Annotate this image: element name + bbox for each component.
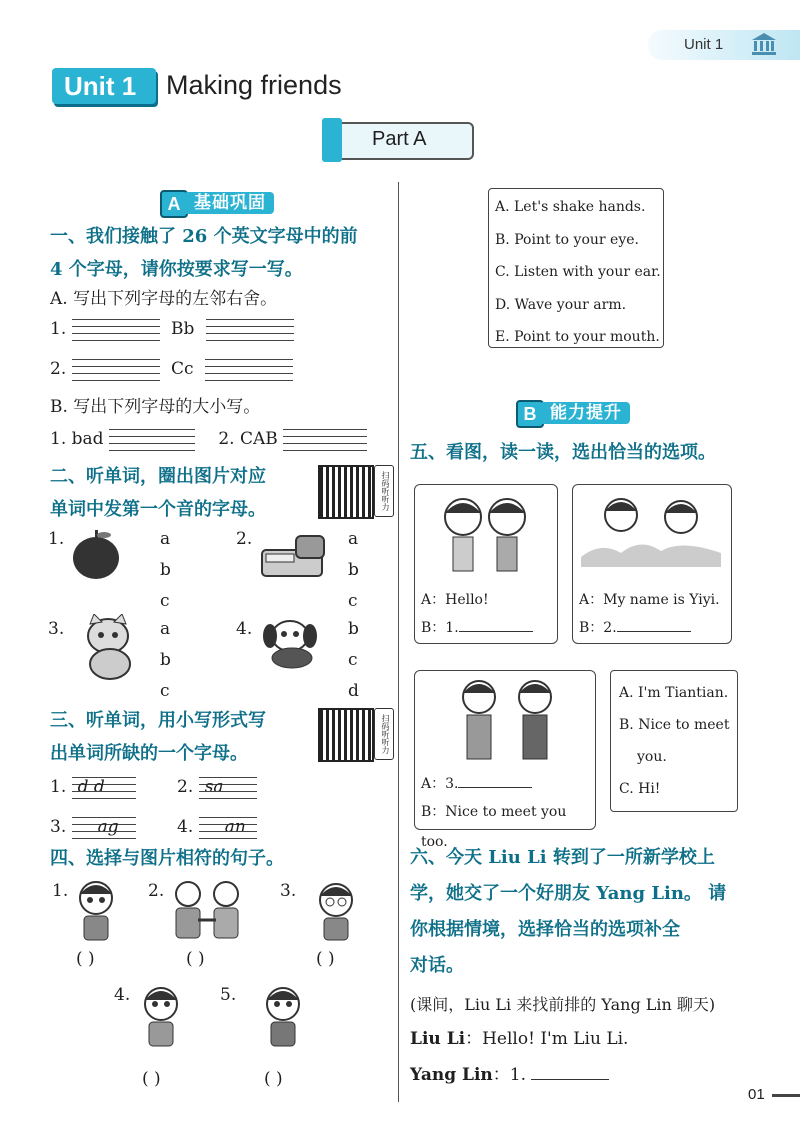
writing-line[interactable] bbox=[72, 359, 160, 381]
dialog-line-a: A：Hello! bbox=[421, 592, 489, 608]
boy-waving-picture bbox=[74, 878, 122, 942]
writing-line[interactable] bbox=[199, 817, 257, 839]
section-a-header bbox=[160, 190, 290, 216]
q1a-item-1 bbox=[50, 314, 380, 344]
option-c: C. Hi! bbox=[619, 781, 661, 797]
question-2-line2: 单词中发第一个音的字母。 bbox=[50, 499, 266, 520]
bed-picture bbox=[258, 530, 328, 582]
options-3 bbox=[160, 614, 171, 707]
option-letter[interactable]: b bbox=[160, 560, 171, 580]
item-number: 2. bbox=[148, 881, 165, 901]
unit-badge bbox=[52, 68, 156, 104]
writing-line[interactable] bbox=[72, 777, 136, 799]
item-number: 4. bbox=[177, 817, 194, 837]
writing-line[interactable] bbox=[206, 319, 294, 341]
boy-pointing-eye-picture bbox=[312, 878, 360, 942]
writing-line[interactable] bbox=[109, 429, 195, 451]
item-number: 2. bbox=[236, 529, 253, 549]
girls-outdoors-picture bbox=[581, 491, 721, 575]
dialog-picture-1 bbox=[414, 484, 558, 644]
options-4 bbox=[348, 614, 359, 707]
q3-row-1 bbox=[50, 772, 370, 802]
handwritten-letters: ag bbox=[97, 816, 119, 837]
apple-picture bbox=[70, 526, 122, 580]
question-1-line1: 一、我们接触了 26 个英文字母中的前 bbox=[50, 226, 358, 247]
unit-tab bbox=[648, 30, 800, 60]
unit-badge-label: Unit 1 bbox=[64, 71, 137, 101]
boys-greeting-picture bbox=[447, 675, 567, 763]
option-a: A. Let's shake hands. bbox=[495, 199, 646, 215]
question-1b-instruction: B. 写出下列字母的大小写。 bbox=[50, 397, 261, 417]
question-4: 四、选择与图片相符的句子。 bbox=[50, 848, 284, 869]
dialog-picture-3 bbox=[414, 670, 596, 850]
answer-bracket[interactable]: ( ) bbox=[142, 1069, 161, 1089]
cat-picture bbox=[74, 614, 144, 682]
given-word: CAB bbox=[240, 429, 278, 449]
answer-blank[interactable] bbox=[617, 615, 691, 632]
item-number: 5. bbox=[220, 985, 237, 1005]
given-letter: Cc bbox=[171, 359, 194, 379]
section-b-letter: B bbox=[516, 400, 544, 428]
given-letter: Bb bbox=[171, 319, 195, 339]
page-number: 01 bbox=[748, 1086, 765, 1103]
dialog-line-b bbox=[579, 613, 691, 643]
qr-code-icon[interactable] bbox=[318, 708, 374, 762]
question-3-line1: 三、听单词，用小写形式写 bbox=[50, 710, 266, 731]
question-6-line: 六、今天 Liu Li 转到了一所新学校上 bbox=[410, 847, 715, 868]
answer-blank[interactable] bbox=[459, 615, 533, 632]
option-b: B. Nice to meet bbox=[619, 717, 730, 733]
qr-listen-tag: 扫码听听力 bbox=[374, 708, 394, 760]
handwritten-letters: d d bbox=[77, 776, 105, 797]
dog-picture bbox=[258, 614, 324, 670]
dialog-line-a: A：My name is Yiyi. bbox=[579, 592, 720, 608]
question-6-line: 你根据情境，选择恰当的选项补全 bbox=[410, 919, 680, 940]
temple-icon bbox=[750, 32, 778, 56]
question-5: 五、看图，读一读，选出恰当的选项。 bbox=[410, 442, 716, 463]
qr-code-icon[interactable] bbox=[318, 465, 374, 519]
answer-options-list bbox=[619, 677, 729, 805]
handwritten-letters: an bbox=[224, 816, 246, 837]
writing-line[interactable] bbox=[205, 359, 293, 381]
item-number: 3. bbox=[50, 817, 67, 837]
option-b-continued: you. bbox=[637, 749, 667, 765]
option-d: D. Wave your arm. bbox=[495, 296, 627, 313]
option-letter[interactable]: c bbox=[348, 591, 358, 611]
question-6-context: (课间，Liu Li 来找前排的 Yang Lin 聊天) bbox=[410, 995, 716, 1014]
option-a: A. I'm Tiantian. bbox=[619, 685, 729, 701]
q1b-items bbox=[50, 424, 390, 454]
item-number: 1. bbox=[48, 529, 65, 549]
unit-tab-label: Unit 1 bbox=[684, 36, 724, 53]
option-c: C. Listen with your ear. bbox=[495, 264, 661, 280]
dialog-row-2 bbox=[410, 1060, 609, 1090]
item-number: 1. bbox=[50, 777, 67, 797]
writing-line[interactable] bbox=[72, 319, 160, 341]
speaker-name: Liu Li bbox=[410, 1029, 466, 1049]
question-6-line: 学，她交了一个好朋友 Yang Lin。 请 bbox=[410, 883, 727, 904]
item-number: 2. bbox=[218, 429, 235, 449]
handwritten-letters: sa bbox=[204, 776, 224, 797]
boy-pointing-ear-picture bbox=[258, 982, 308, 1048]
item-number: 1. bbox=[50, 429, 67, 449]
option-letter[interactable]: c bbox=[160, 681, 170, 701]
option-letter[interactable]: c bbox=[160, 591, 170, 611]
part-flag-icon bbox=[322, 118, 342, 162]
item-number: 4. bbox=[114, 985, 131, 1005]
page-title: Making friends bbox=[166, 70, 342, 100]
given-word: bad bbox=[71, 429, 104, 449]
dialog-text: ：1. bbox=[492, 1065, 527, 1085]
question-2-line1: 二、听单词，圈出图片对应 bbox=[50, 466, 266, 487]
dialog-line-b: B：Nice to meet you too. bbox=[421, 804, 567, 850]
answer-blank[interactable] bbox=[531, 1063, 609, 1080]
answer-bracket[interactable]: ( ) bbox=[316, 949, 335, 969]
option-letter[interactable]: b bbox=[348, 619, 359, 639]
section-b-header bbox=[516, 400, 646, 426]
writing-line[interactable] bbox=[283, 429, 367, 451]
section-a-label: 基础巩固 bbox=[186, 192, 274, 214]
answer-bracket[interactable]: ( ) bbox=[264, 1069, 283, 1089]
dialog-line-a-text: A：3. bbox=[421, 776, 459, 792]
answer-bracket[interactable]: ( ) bbox=[76, 949, 95, 969]
dialog-picture-2 bbox=[572, 484, 732, 644]
writing-line[interactable] bbox=[72, 817, 136, 839]
column-divider bbox=[398, 182, 399, 1102]
sentence-options-list bbox=[495, 191, 661, 354]
section-a-letter: A bbox=[160, 190, 188, 218]
part-label: Part A bbox=[372, 128, 427, 150]
q3-row-2 bbox=[50, 812, 370, 842]
q1a-item-2 bbox=[50, 354, 380, 384]
speaker-name: Yang Lin bbox=[410, 1065, 493, 1085]
question-3-line2: 出单词所缺的一个字母。 bbox=[50, 743, 248, 764]
boy-pointing-mouth-picture bbox=[136, 982, 186, 1048]
item-number: 1. bbox=[50, 319, 67, 339]
question-6-line: 对话。 bbox=[410, 955, 464, 976]
item-number: 2. bbox=[50, 359, 67, 379]
option-letter[interactable]: c bbox=[348, 650, 358, 670]
option-letter[interactable]: b bbox=[160, 650, 171, 670]
item-number: 4. bbox=[236, 619, 253, 639]
option-e: E. Point to your mouth. bbox=[495, 329, 660, 345]
item-number: 1. bbox=[52, 881, 69, 901]
option-letter[interactable]: a bbox=[160, 619, 171, 639]
options-1 bbox=[160, 524, 171, 617]
option-letter[interactable]: a bbox=[160, 529, 171, 549]
dialog-line-b bbox=[421, 613, 533, 643]
dialog-line-b-text: B：1. bbox=[421, 620, 459, 636]
two-girls-picture bbox=[435, 491, 535, 575]
dialog-text: ：Hello! I'm Liu Li. bbox=[465, 1029, 629, 1049]
option-letter[interactable]: a bbox=[348, 529, 359, 549]
qr-listen-tag: 扫码听听力 bbox=[374, 465, 394, 517]
dialog-line-a bbox=[421, 769, 532, 799]
answer-blank[interactable] bbox=[458, 771, 532, 788]
page-number-bar bbox=[772, 1094, 800, 1097]
item-number: 3. bbox=[48, 619, 65, 639]
option-letter[interactable]: d bbox=[348, 681, 359, 701]
section-b-label: 能力提升 bbox=[542, 402, 630, 424]
question-1a-instruction: A. 写出下列字母的左邻右舍。 bbox=[50, 289, 278, 309]
option-b: B. Point to your eye. bbox=[495, 231, 639, 248]
answer-options-box bbox=[610, 670, 738, 812]
option-letter[interactable]: b bbox=[348, 560, 359, 580]
question-1-line2: 4 个字母，请你按要求写一写。 bbox=[50, 259, 303, 280]
item-number: 2. bbox=[177, 777, 194, 797]
sentence-options-box bbox=[488, 188, 664, 348]
shaking-hands-picture bbox=[168, 878, 246, 942]
part-label-box bbox=[328, 122, 474, 160]
question-6 bbox=[410, 840, 726, 984]
writing-line[interactable] bbox=[199, 777, 257, 799]
dialog-row-1 bbox=[410, 1024, 628, 1054]
answer-bracket[interactable]: ( ) bbox=[186, 949, 205, 969]
dialog-line-b-text: B：2. bbox=[579, 620, 617, 636]
item-number: 3. bbox=[280, 881, 297, 901]
options-2 bbox=[348, 524, 359, 617]
